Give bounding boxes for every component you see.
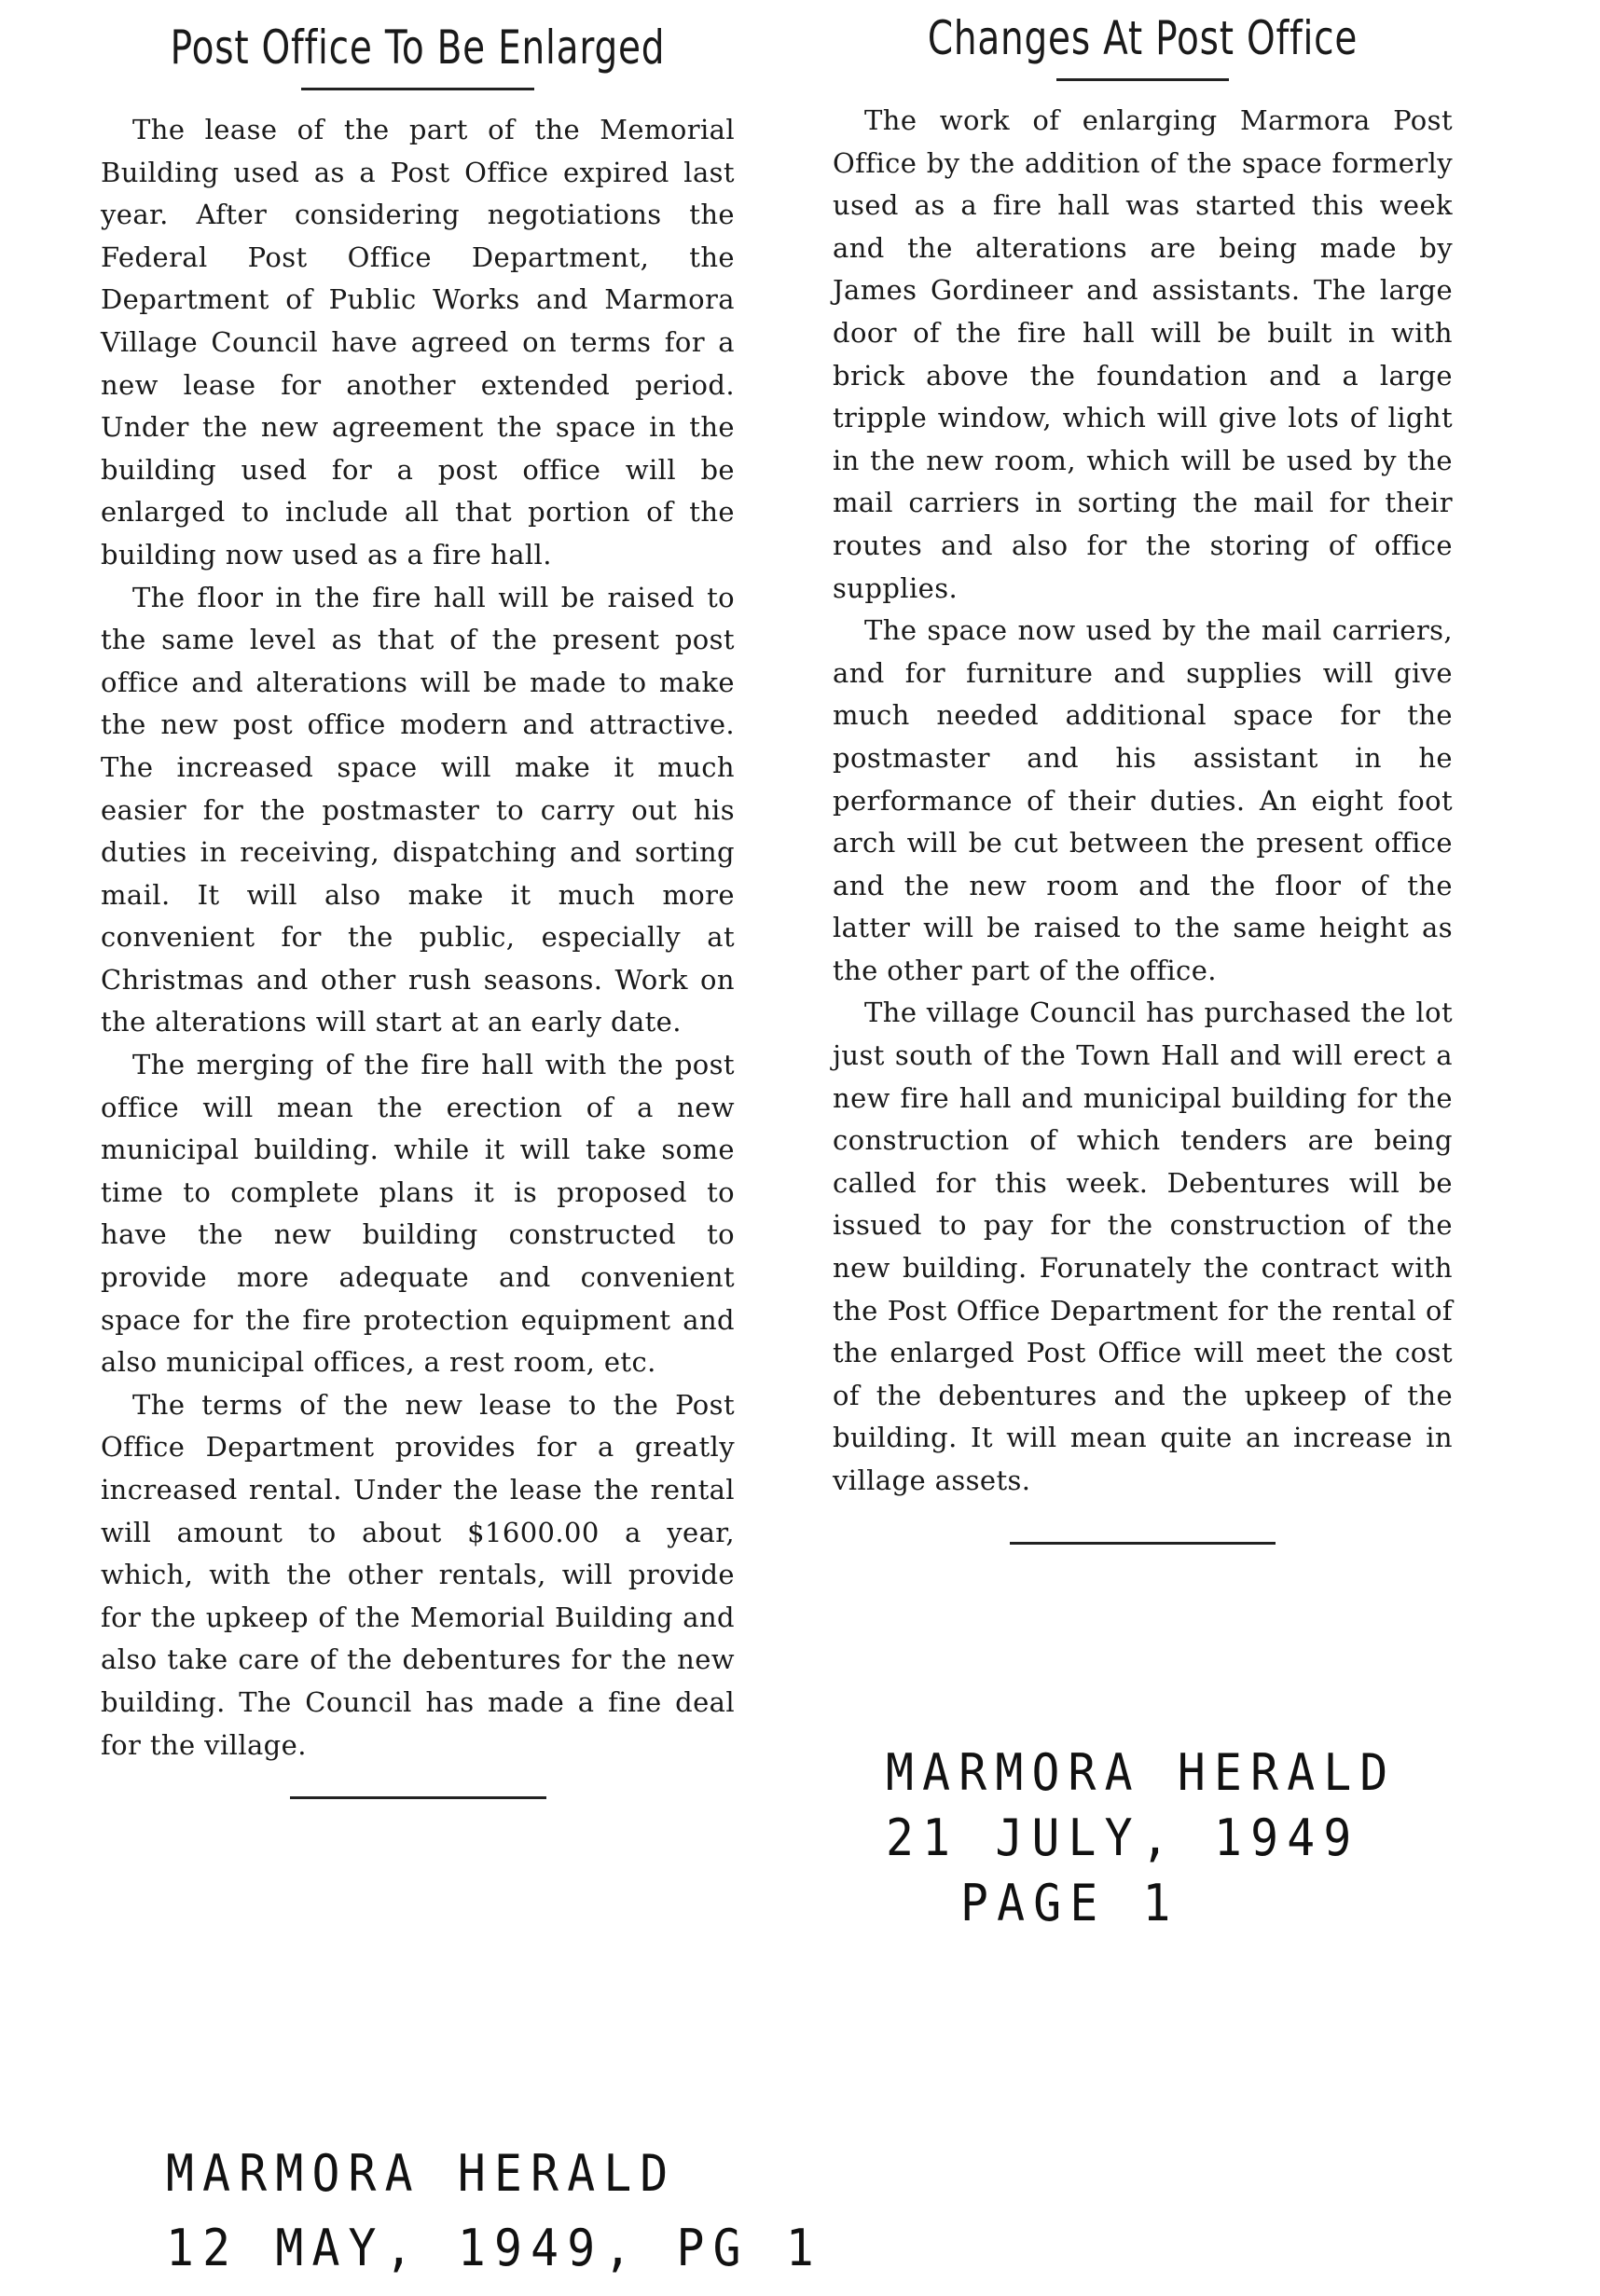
right-paragraph-1: The work of enlarging Marmora Post Office by the addition of the space formerly used as a fire hall was started this week and the alterations are being made by James Gordineer and assistants. The large door of the fire hall will be built in with brick above the foundation and a large tripple window, which will give lots of light in the new room, which will be used by the mail carriers in sorting the mail for their routes and also for the storing of office supplies. — [833, 104, 1453, 604]
left-paragraph-4: The terms of the new lease to the Post Office Department provides for a greatly increased rental. Under the lease the rental will amount to about $1600.00 a year, which, with the other rentals, will provide for the upkeep of the Memorial Building and also take care of the debentures for the new building. The Council has made a fine deal for the village. — [101, 1388, 735, 1761]
right-end-divider — [1010, 1542, 1276, 1545]
right-paragraph-2: The space now used by the mail carriers, and for furniture and supplies will give much needed additional space for the postmaster and his assistant in he performance of their duties. An eight foot arch will be cut between the present office and the new room and the floor of the latter will be raised to the same height as the other part of the office. — [833, 614, 1453, 986]
left-headline-divider — [301, 88, 534, 90]
left-end-divider — [290, 1796, 546, 1799]
left-paragraph-3: The merging of the fire hall with the post office will mean the erection of a new municipal building. while it will take some time to complete plans it is proposed to have the new building constructed to provide more adequate and convenient space for the fire protection equipment and also municipal offices, a rest room, etc. — [101, 1049, 735, 1379]
right-headline-divider — [1056, 78, 1229, 81]
right-headline: Changes At Post Office — [927, 11, 1359, 65]
handwritten-source-right-line-2: 21 JULY, 1949 — [886, 1808, 1360, 1867]
left-article — [101, 0, 735, 1799]
handwritten-source-right-line-3: PAGE 1 — [960, 1874, 1179, 1932]
left-paragraph-1: The lease of the part of the Memorial Building used as a Post Office expired last year. After considering negotiations the Federal Post Office Department, the Department of Public Works and Marmora Village Council have agreed on terms for a new lease for another extended period. Under the new agreement the space in the building used for a post office will be enlarged to include all that portion of the building now used as a fire hall. — [101, 114, 735, 571]
left-paragraph-2: The floor in the fire hall will be raised to the same level as that of the present post office and alterations will be made to make the new post office modern and attractive. The increased space will make it much easier for the postmaster to carry out his duties in receiving, dispatching and sorting mail. It will also make it much more convenient for the public, especially at Christmas and other rush seasons. Work on the alterations will start at an early date. — [101, 581, 735, 1038]
handwritten-source-right-line-1: MARMORA HERALD — [886, 1743, 1397, 1802]
handwritten-source-left-line-1: MARMORA HERALD — [166, 2144, 677, 2203]
right-article — [833, 0, 1453, 1545]
left-headline: Post Office To Be Enlarged — [170, 21, 666, 75]
right-paragraph-3: The village Council has purchased the lot just south of the Town Hall and will erect a new fire hall and municipal building for the construction of which tenders are being called for this week. Debentures will be issued to pay for the construction of the new building. Forunately the contract with the Post Office Department for the rental of the enlarged Post Office will meet the cost of the debentures and the upkeep of the building. It will mean quite an increase in village assets. — [833, 997, 1453, 1496]
handwritten-source-left-line-2: 12 MAY, 1949, PG 1 — [166, 2219, 822, 2277]
